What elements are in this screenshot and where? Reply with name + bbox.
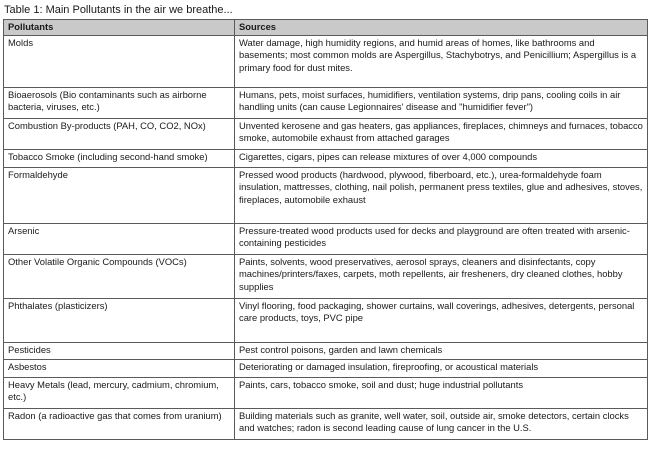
table-row (4, 408, 648, 439)
pollutant-cell: Tobacco Smoke (including second-hand smoke) (4, 149, 235, 167)
header-row (4, 20, 648, 36)
table-row (4, 167, 648, 223)
pollutant-cell: Phthalates (plasticizers) (4, 298, 235, 342)
sources-cell: Vinyl flooring, food packaging, shower curtains, wall coverings, adhesives, detergents, personal care products, toys, PVC pipe (235, 298, 648, 342)
table-row (4, 223, 648, 254)
pollutant-cell: Molds (4, 35, 235, 87)
pollutant-cell: Bioaerosols (Bio contaminants such as airborne bacteria, viruses, etc.) (4, 87, 235, 118)
pollutant-cell: Combustion By-products (PAH, CO, CO2, NOx) (4, 118, 235, 149)
pollutant-cell: Other Volatile Organic Compounds (VOCs) (4, 254, 235, 298)
table-row (4, 87, 648, 118)
pollutants-table (3, 19, 648, 440)
header-sources: Sources (235, 20, 648, 36)
sources-cell: Pressed wood products (hardwood, plywood, fiberboard, etc.), urea-formaldehyde foam insulation, mattresses, clothing, nail polish, permanent press textiles, glue and adhesives, stoves, fireplaces, automobile exhaust (235, 167, 648, 223)
sources-cell: Deteriorating or damaged insulation, fireproofing, or acoustical materials (235, 359, 648, 377)
table-caption: Table 1: Main Pollutants in the air we breathe... (4, 4, 233, 16)
sources-cell: Pressure-treated wood products used for decks and playground are often treated with arsenic-containing pesticides (235, 223, 648, 254)
table-row (4, 342, 648, 359)
sources-cell: Water damage, high humidity regions, and humid areas of homes, like bathrooms and basements; most common molds are Aspergillus, Stachybotrys, and Penicillium; Aspergillus is a primary food for dust mites. (235, 35, 648, 87)
sources-cell: Cigarettes, cigars, pipes can release mixtures of over 4,000 compounds (235, 149, 648, 167)
table-row (4, 377, 648, 408)
sources-cell: Humans, pets, moist surfaces, humidifiers, ventilation systems, drip pans, cooling coils in air handling units (can cause Legionnaires' disease and "humidifier fever") (235, 87, 648, 118)
pollutant-cell: Pesticides (4, 342, 235, 359)
sources-cell: Unvented kerosene and gas heaters, gas appliances, fireplaces, chimneys and furnaces, tobacco smoke, automobile exhaust from attached garages (235, 118, 648, 149)
table-row (4, 298, 648, 342)
pollutant-cell: Asbestos (4, 359, 235, 377)
table-row (4, 118, 648, 149)
sources-cell: Paints, cars, tobacco smoke, soil and dust; huge industrial pollutants (235, 377, 648, 408)
table-container (3, 3, 647, 440)
sources-cell: Paints, solvents, wood preservatives, aerosol sprays, cleaners and disinfectants, copy machines/printers/faxes, carpets, moth repellents, air fresheners, dry cleaned clothes, hobby supplies (235, 254, 648, 298)
sources-cell: Building materials such as granite, well water, soil, outside air, smoke detectors, certain clocks and watches; radon is second leading cause of lung cancer in the U.S. (235, 408, 648, 439)
pollutant-cell: Formaldehyde (4, 167, 235, 223)
header-pollutants: Pollutants (4, 20, 235, 36)
pollutant-cell: Radon (a radioactive gas that comes from uranium) (4, 408, 235, 439)
pollutant-cell: Arsenic (4, 223, 235, 254)
table-row (4, 254, 648, 298)
table-row (4, 359, 648, 377)
pollutant-cell: Heavy Metals (lead, mercury, cadmium, chromium, etc.) (4, 377, 235, 408)
table-row (4, 35, 648, 87)
table-row (4, 149, 648, 167)
sources-cell: Pest control poisons, garden and lawn chemicals (235, 342, 648, 359)
